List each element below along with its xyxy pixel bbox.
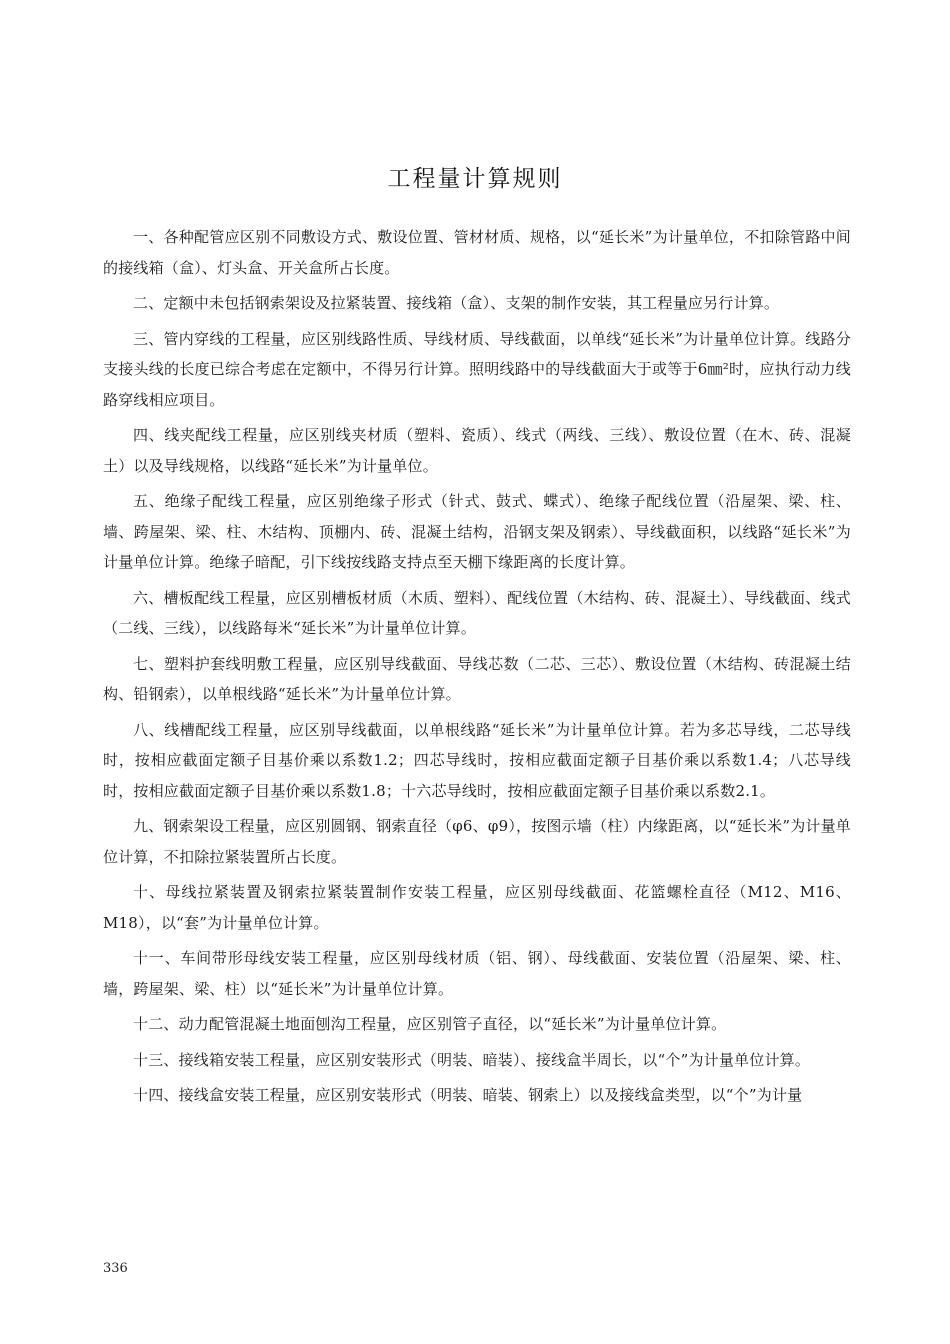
paragraph-9: 九、钢索架设工程量，应区别圆钢、钢索直径（φ6、φ9），按图示墙（柱）内缘距离，以“延长米”为计量单位计算，不扣除拉紧装置所占长度。 bbox=[103, 817, 851, 866]
paragraph-7: 七、塑料护套线明敷工程量，应区别导线截面、导线芯数（二芯、三芯）、敷设位置（木结构、砖混凝土结构、铅钢索），以单根线路“延长米”为计量单位计算。 bbox=[103, 654, 851, 703]
paragraph-13: 十三、接线箱安装工程量，应区别安装形式（明装、暗装）、接线盒半周长，以“个”为计量单位计算。 bbox=[133, 1050, 811, 1069]
paragraph-8: 八、线槽配线工程量，应区别导线截面，以单根线路“延长米”为计量单位计算。若为多芯导线，二芯导线时，按相应截面定额子目基价乘以系数1.2；四芯导线时，按相应截面定额子目基价乘以系数1.4；八芯导线时，按相应截面定额子目基价乘以系数1.8；十六芯导线时，按相应截面定额子目基价乘以系数2.1。 bbox=[103, 720, 851, 800]
paragraph-4: 四、线夹配线工程量，应区别线夹材质（塑料、瓷质）、线式（两线、三线）、敷设位置（在木、砖、混凝土）以及导线规格，以线路“延长米”为计量单位。 bbox=[103, 426, 851, 475]
paragraph-12: 十二、动力配管混凝土地面刨沟工程量，应区别管子直径，以“延长米”为计量单位计算。 bbox=[133, 1015, 727, 1033]
page-title: 工程量计算规则 bbox=[387, 166, 563, 192]
paragraph-10: 十、母线拉紧装置及钢索拉紧装置制作安装工程量，应区别母线截面、花篮螺栓直径（M12、M16、M18），以“套”为计量单位计算。 bbox=[103, 883, 851, 932]
paragraph-2: 二、定额中未包括钢索架设及拉紧装置、接线箱（盒）、支架的制作安装，其工程量应另行计算。 bbox=[133, 294, 780, 312]
document-body bbox=[103, 222, 851, 1116]
page-number: 336 bbox=[103, 1261, 128, 1276]
paragraph-1: 一、各种配管应区别不同敷设方式、敷设位置、管材材质、规格，以“延长米”为计量单位，不扣除管路中间的接线箱（盒）、灯头盒、开关盒所占长度。 bbox=[103, 228, 851, 277]
paragraph-6: 六、槽板配线工程量，应区别槽板材质（木质、塑料）、配线位置（木结构、砖、混凝土）、导线截面、线式（二线、三线），以线路每米“延长米”为计量单位计算。 bbox=[103, 588, 851, 637]
paragraph-5: 五、绝缘子配线工程量，应区别绝缘子形式（针式、鼓式、蝶式）、绝缘子配线位置（沿屋架、梁、柱、墙、跨屋架、梁、柱、木结构、顶棚内、砖、混凝土结构，沿钢支架及钢索）、导线截面积，以线路“延长米”为计量单位计算。绝缘子暗配，引下线按线路支持点至天棚下缘距离的长度计算。 bbox=[103, 492, 851, 571]
paragraph-14: 十四、接线盒安装工程量，应区别安装形式（明装、暗装、钢索上）以及接线盒类型，以“个”为计量 bbox=[133, 1086, 803, 1104]
paragraph-11: 十一、车间带形母线安装工程量，应区别母线材质（铝、钢）、母线截面、安装位置（沿屋架、梁、柱、墙，跨屋架、梁、柱）以“延长米”为计量单位计算。 bbox=[103, 949, 851, 998]
paragraph-3: 三、管内穿线的工程量，应区别线路性质、导线材质、导线截面，以单线“延长米”为计量单位计算。线路分支接头线的长度已综合考虑在定额中，不得另行计算。照明线路中的导线截面大于或等于6㎜²时，应执行动力线路穿线相应项目。 bbox=[103, 329, 851, 409]
